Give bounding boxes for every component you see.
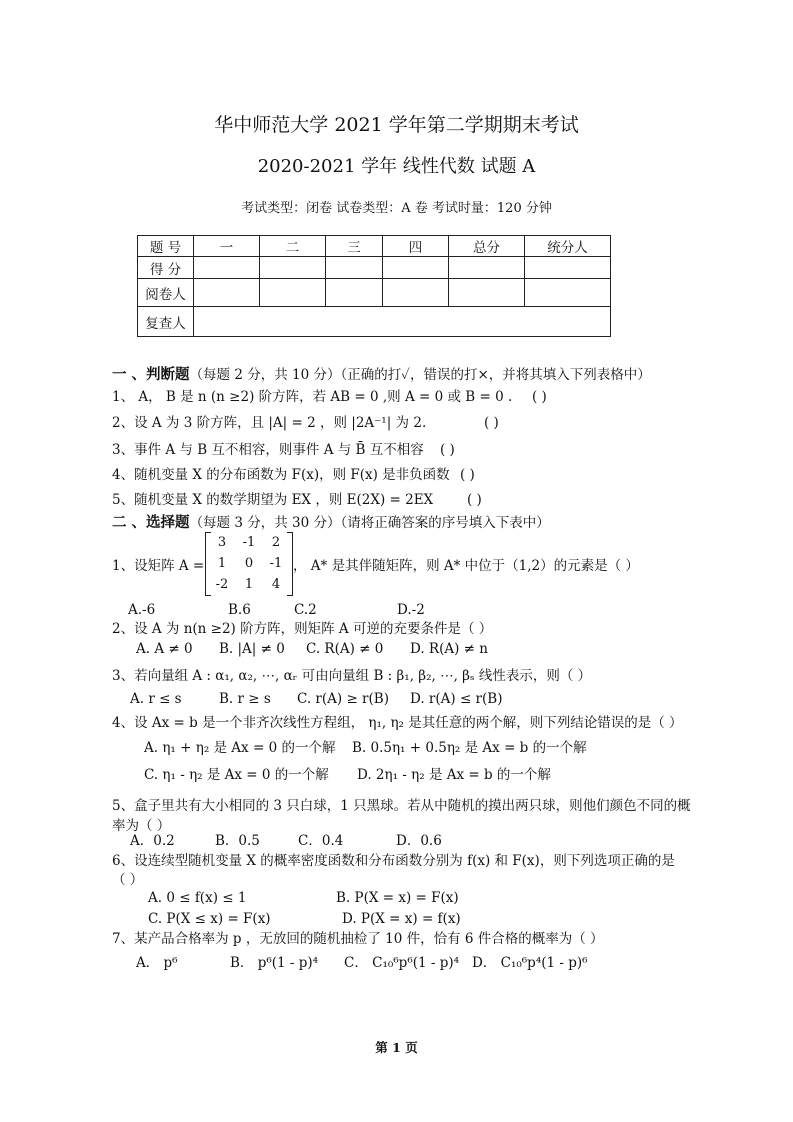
question: 4、设 Ax = b 是一个非齐次线性方程组， η₁, η₂ 是其任意的两个解，则下列结论错误的是（ ）: [112, 715, 683, 731]
option: B.6: [228, 602, 251, 618]
question: 3、若向量组 A : α₁, α₂, ⋯, αᵣ 可由向量组 B : β₁, β₂, ⋯, βₛ 线性表示，则（ ）: [112, 668, 592, 684]
option: D．0.6: [396, 833, 442, 849]
score-cell[interactable]: [260, 257, 326, 279]
matrix-cell: -2: [215, 577, 229, 592]
option: B． p⁶(1 - p)⁴: [230, 955, 319, 971]
question: 1、 A， B 是 n (n ≥2) 阶方阵，若 AB = 0 ,则 A = 0 或 B = 0 .: [112, 389, 513, 405]
question: 5、盒子里共有大小相同的 3 只白球，1 只黑球。若从中随机的摸出两只球，则他们颜色不同的概: [112, 798, 691, 814]
answer-blank[interactable]: ( ): [440, 442, 455, 458]
question: 1、设矩阵 A =: [112, 558, 205, 574]
column-header: 四: [383, 236, 449, 257]
option: C． C₁₀⁶p⁶(1 - p)⁴: [344, 955, 460, 971]
score-cell[interactable]: [383, 257, 449, 279]
option: A. 0 ≤ f(x) ≤ 1: [148, 890, 247, 906]
question-cont: 率为（ ）: [112, 818, 171, 834]
option: B. P(X = x) = F(x): [336, 890, 459, 906]
row-header: 得 分: [138, 257, 194, 279]
option: A．0.2: [130, 833, 175, 849]
score-cell[interactable]: [194, 307, 611, 337]
option: A.-6: [128, 602, 156, 618]
option: D. R(A) ≠ n: [410, 641, 488, 657]
row-header: 阅卷人: [138, 279, 194, 307]
option: C. r(A) ≥ r(B): [297, 691, 389, 707]
option: B. r ≥ s: [219, 691, 271, 707]
column-header: 二: [260, 236, 326, 257]
score-cell[interactable]: [525, 257, 611, 279]
matrix-cell: 1: [217, 556, 227, 571]
option: D. P(X = x) = f(x): [342, 911, 461, 927]
answer-blank[interactable]: ( ): [467, 492, 482, 508]
matrix-cell: 4: [271, 577, 281, 592]
option: C. R(A) ≠ 0: [306, 641, 384, 657]
option: C．0.4: [298, 833, 344, 849]
question: 7、某产品合格率为 p ，无放回的随机抽检了 10 件，恰有 6 件合格的概率为（ ）: [112, 931, 604, 947]
section1-note: （每题 2 分，共 10 分）（正确的打✓，错误的打×，并将其填入下列表格中）: [189, 367, 651, 383]
score-cell[interactable]: [194, 257, 260, 279]
section1-heading: [112, 366, 651, 384]
matrix-cell: -1: [242, 535, 256, 550]
question: 6、设连续型随机变量 X 的概率密度函数和分布函数分别为 f(x) 和 F(x)，则下列选项正确的是: [112, 853, 675, 869]
score-cell[interactable]: [326, 257, 383, 279]
answer-blank[interactable]: ( ): [484, 415, 499, 431]
exam-info: 考试类型：闭卷 试卷类型：A 卷 考试时量：120 分钟: [241, 201, 552, 216]
matrix-cell: 1: [244, 577, 254, 592]
score-cell[interactable]: [449, 279, 525, 307]
option: B. |A| ≠ 0: [219, 641, 285, 657]
answer-blank[interactable]: ( ): [532, 389, 547, 405]
question: 4、随机变量 X 的分布函数为 F(x)，则 F(x) 是非负函数: [112, 467, 450, 483]
column-header: 一: [194, 236, 260, 257]
question: 2、设 A 为 n(n ≥2) 阶方阵，则矩阵 A 可逆的充要条件是（ ）: [112, 621, 493, 637]
matrix-a: [205, 532, 293, 596]
matrix-cell: 0: [244, 556, 254, 571]
option: A. A ≠ 0: [136, 641, 193, 657]
option: D. r(A) ≤ r(B): [410, 691, 503, 707]
option: A． p⁶: [136, 955, 178, 971]
score-cell[interactable]: [194, 279, 260, 307]
score-cell[interactable]: [260, 279, 326, 307]
score-cell[interactable]: [449, 257, 525, 279]
matrix-cell: -1: [269, 556, 283, 571]
question: 5、随机变量 X 的数学期望为 EX ，则 E(2X) = 2EX: [112, 492, 434, 508]
question: 2、设 A 为 3 阶方阵，且 |A| = 2 ，则 |2A⁻¹| 为 2.: [112, 415, 427, 431]
option: A. r ≤ s: [130, 691, 182, 707]
score-cell[interactable]: [525, 279, 611, 307]
option: C. η₁ - η₂ 是 Ax = 0 的一个解: [144, 767, 329, 783]
question: ， A* 是其伴随矩阵，则 A* 中位于（1,2）的元素是（ ）: [293, 558, 639, 574]
option: B. 0.5η₁ + 0.5η₂ 是 Ax = b 的一个解: [352, 740, 587, 756]
matrix-cell: 2: [271, 535, 281, 550]
matrix-cell: 3: [217, 535, 227, 550]
question-cont: （ ）: [112, 872, 144, 888]
option: D. 2η₁ - η₂ 是 Ax = b 的一个解: [357, 767, 551, 783]
exam-title: 华中师范大学 2021 学年第二学期期末考试: [214, 114, 579, 136]
option: C.2: [294, 602, 317, 618]
column-header: 三: [326, 236, 383, 257]
option: A. η₁ + η₂ 是 Ax = 0 的一个解: [144, 740, 336, 756]
option: D.-2: [397, 602, 425, 618]
section2-title: 二 、选择题: [112, 514, 190, 531]
column-header: 统分人: [525, 236, 611, 257]
score-table: [137, 235, 611, 337]
score-cell[interactable]: [326, 279, 383, 307]
page-number: 第 1 页: [375, 1040, 418, 1055]
row-header: 题 号: [138, 236, 194, 257]
question: 3、事件 A 与 B 互不相容，则事件 A 与 B̄ 互不相容: [112, 442, 424, 458]
exam-subtitle: 2020-2021 学年 线性代数 试题 A: [257, 156, 536, 177]
column-header: 总分: [449, 236, 525, 257]
section1-title: 一 、判断题: [112, 366, 190, 383]
section2-heading: [112, 514, 550, 532]
score-cell[interactable]: [383, 279, 449, 307]
row-header: 复查人: [138, 307, 194, 337]
section2-note: （每题 3 分，共 30 分）（请将正确答案的序号填入下表中）: [189, 515, 550, 531]
answer-blank[interactable]: ( ): [460, 467, 475, 483]
option: C. P(X ≤ x) = F(x): [148, 911, 271, 927]
option: D． C₁₀⁶p⁴(1 - p)⁶: [472, 955, 588, 971]
option: B．0.5: [215, 833, 260, 849]
